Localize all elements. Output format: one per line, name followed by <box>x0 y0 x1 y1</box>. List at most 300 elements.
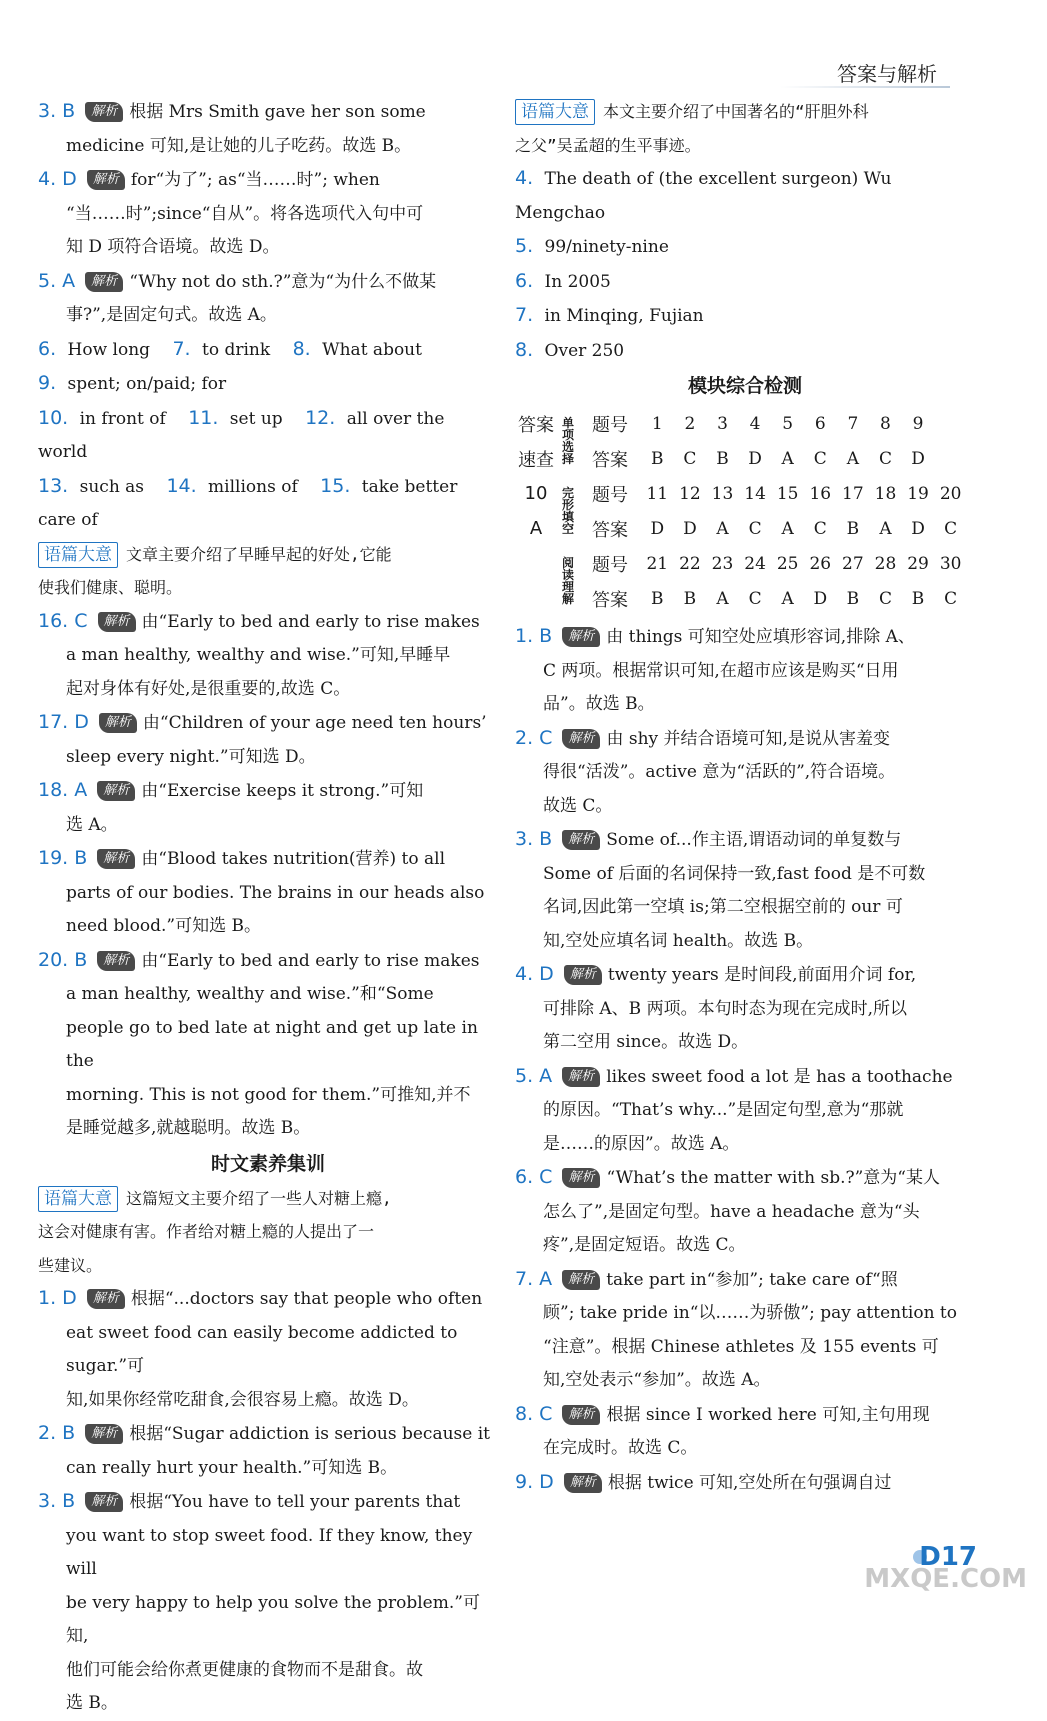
gist-label: 语篇大意 <box>38 1186 118 1212</box>
answer-line <box>38 95 498 130</box>
answer-line <box>38 639 498 673</box>
grid-question-number: 14 <box>744 483 766 504</box>
gist-line <box>38 1249 498 1283</box>
grid-question-number: 27 <box>842 553 864 574</box>
answer-line <box>38 741 498 775</box>
answer-line <box>38 673 498 707</box>
answer-text: can really hurt your health.”可知选 B。 <box>66 1457 398 1478</box>
grid-answer: D <box>683 518 697 539</box>
answer-text: 选 A。 <box>66 814 118 835</box>
analysis-tag: 解析 <box>99 713 137 733</box>
answer-text: set up <box>224 408 306 429</box>
answer-number: 16. C <box>38 609 88 632</box>
answer-text: parts of our bodies. The brains in our heads also <box>66 882 485 903</box>
gist-text: 这会对健康有害。作者给对糖上瘾的人提出了一 <box>38 1222 375 1241</box>
answer-text: Over 250 <box>539 340 625 361</box>
grid-question-number: 19 <box>907 483 929 504</box>
grid-question-number: 24 <box>744 553 766 574</box>
answer-line <box>515 1161 975 1196</box>
grid-question-number: 5 <box>782 413 794 434</box>
short-answer-line <box>515 265 975 300</box>
answer-text: 是……的原因”。故选 A。 <box>543 1133 740 1154</box>
gist-text: 这篇短文主要介绍了一些人对糖上瘾, <box>126 1188 392 1208</box>
gist-line <box>515 129 975 163</box>
short-answer-line <box>515 230 975 265</box>
grid-question-number: 23 <box>711 553 734 574</box>
answer-text: 根据“Sugar addiction is serious because it <box>129 1424 490 1444</box>
answer-text: 得很“活泼”。active 意为“活跃的”,符合语境。 <box>543 762 896 782</box>
grid-question-number: 28 <box>874 553 897 574</box>
answer-text: “当……时”;since“自从”。将各选项代入句中可 <box>66 203 424 224</box>
grid-question-number: 3 <box>717 413 728 434</box>
answer-line <box>515 620 975 655</box>
answer-number: 2. B <box>38 1422 76 1444</box>
grid-answer: A <box>781 448 794 469</box>
answer-text: a man healthy, wealthy and wise.”可知,早睡早 <box>66 645 451 665</box>
answer-line <box>38 231 498 265</box>
answer-number: 8. <box>292 337 311 360</box>
short-answer-line <box>515 162 975 230</box>
grid-answer-row <box>515 511 967 546</box>
gist-line <box>515 95 975 129</box>
analysis-tag: 解析 <box>564 965 602 985</box>
answer-line <box>515 858 975 892</box>
answer-line <box>38 774 498 809</box>
answer-text: 由“Blood takes nutrition(营养) to all <box>141 849 446 869</box>
answer-number: 15. <box>320 474 351 497</box>
answer-number: 2. C <box>515 726 553 749</box>
grid-row-label: 答案 <box>592 519 628 541</box>
gist-line <box>38 571 498 605</box>
answer-line <box>515 1331 975 1365</box>
answer-line <box>38 1417 498 1452</box>
grid-number-row <box>515 406 967 441</box>
grid-block-label <box>515 546 557 581</box>
answer-number: 14. <box>166 474 197 497</box>
answer-number: 12. <box>305 406 336 429</box>
answer-line <box>38 842 498 877</box>
answer-number: 7. A <box>515 1267 553 1290</box>
answer-line <box>515 722 975 757</box>
gist-text: 使我们健康、聪明。 <box>38 578 183 597</box>
grid-block-label: 速查 <box>518 449 554 471</box>
right-column <box>515 95 975 1500</box>
answer-number: 19. B <box>38 847 88 869</box>
answer-line <box>515 925 975 959</box>
answer-text: The death of (the excellent surgeon) Wu Mengchao <box>515 169 892 223</box>
answer-line <box>38 299 498 333</box>
answer-line <box>38 1452 498 1486</box>
answer-number: 1. D <box>38 1287 77 1309</box>
answer-text: need blood.”可知选 B。 <box>66 916 262 936</box>
answer-number: 13. <box>38 474 69 497</box>
answer-text: 由“Children of your age need ten hours’ <box>142 713 487 733</box>
answer-number: 20. B <box>38 948 88 971</box>
short-answer-line <box>515 334 975 369</box>
grid-question-number: 30 <box>939 553 962 574</box>
grid-answer: C <box>878 588 892 609</box>
answer-text: 99/ninety-nine <box>539 237 669 257</box>
grid-question-number: 15 <box>776 483 799 504</box>
answer-number: 6. C <box>515 1166 553 1188</box>
answer-text: 的原因。“That’s why...”是固定句型,意为“那就 <box>543 1100 904 1120</box>
grid-question-number: 12 <box>679 483 701 504</box>
answer-line <box>38 1282 498 1317</box>
grid-question-number: 16 <box>809 483 832 504</box>
watermark: MXQE.COM <box>864 1564 1027 1594</box>
grid-answer: C <box>944 518 958 539</box>
grid-row-label: 题号 <box>592 414 628 436</box>
answer-text: 在完成时。故选 C。 <box>543 1438 698 1458</box>
grid-section-label: 完形填空 <box>561 486 574 536</box>
grid-number-row <box>515 546 967 581</box>
page-header-title: 答案与解析 <box>837 62 937 86</box>
answer-text: 根据 Mrs Smith gave her son some <box>129 102 426 122</box>
grid-answer: D <box>911 518 925 539</box>
grid-answer: B <box>911 588 925 609</box>
grid-answer: D <box>911 448 925 469</box>
answer-line <box>515 1466 975 1501</box>
answer-line <box>38 163 498 198</box>
answer-line <box>515 1229 975 1263</box>
grid-question-number: 22 <box>679 553 701 574</box>
answer-text: 根据“...doctors say that people who often <box>130 1289 483 1309</box>
answer-text: you want to stop sweet food. If they know, they will <box>66 1525 473 1579</box>
grid-answer: A <box>846 448 859 469</box>
answer-text: take part in“参加”; take care of“照 <box>606 1269 898 1290</box>
grid-answer: C <box>878 448 892 469</box>
answer-number: 4. <box>515 167 534 189</box>
grid-answer-row <box>515 441 967 476</box>
answer-text: 由“Early to bed and early to rise makes <box>141 950 480 971</box>
answer-text: 品”。故选 B。 <box>543 694 655 714</box>
answer-line <box>38 978 498 1012</box>
answer-text: eat sweet food can easily become addicted to sugar.”可 <box>66 1322 458 1376</box>
answer-text: such as <box>74 476 167 497</box>
analysis-tag: 解析 <box>562 830 600 850</box>
answer-text: for“为了”; as“当……时”; when <box>130 170 380 190</box>
grid-section-label: 单项选择 <box>561 416 574 466</box>
answer-line <box>515 655 975 689</box>
analysis-tag: 解析 <box>562 627 600 647</box>
answer-text: in front of <box>74 408 189 429</box>
answer-text: millions of <box>202 476 321 497</box>
grid-answer: C <box>683 448 697 469</box>
answer-text: medicine 可知,是让她的儿子吃药。故选 B。 <box>66 135 412 156</box>
answer-number: 4. D <box>38 168 77 190</box>
analysis-tag: 解析 <box>97 781 135 801</box>
answer-text: How long <box>62 339 173 360</box>
answer-text: 怎么了”,是固定句型。have a headache 意为“头 <box>543 1201 920 1222</box>
answer-number: 17. D <box>38 711 89 733</box>
grid-row-label: 题号 <box>592 484 628 506</box>
answer-line <box>515 1196 975 1230</box>
answer-text: 知,空处应填名词 health。故选 B。 <box>543 930 814 951</box>
grid-question-number: 26 <box>809 553 832 574</box>
answer-line <box>38 1012 498 1079</box>
analysis-tag: 解析 <box>87 170 125 190</box>
answer-line <box>515 1060 975 1095</box>
answer-number: 4. D <box>515 963 554 985</box>
grid-number-row <box>515 476 967 511</box>
grid-answer-row <box>515 581 967 616</box>
gist-line <box>38 1215 498 1249</box>
left-column <box>38 95 498 1721</box>
answer-line <box>38 1687 498 1721</box>
short-answer-line <box>38 470 498 538</box>
grid-answer: A <box>716 588 729 609</box>
grid-answer: A <box>716 518 729 539</box>
analysis-tag: 解析 <box>562 1270 600 1290</box>
gist-text: 本文主要介绍了中国著名的“肝胆外科 <box>603 102 869 121</box>
grid-question-number: 2 <box>684 413 696 434</box>
answer-line <box>38 265 498 300</box>
answer-number: 11. <box>188 406 219 429</box>
grid-answer: C <box>748 588 762 609</box>
answer-line <box>38 130 498 164</box>
module-title: 模块综合检测 <box>687 375 802 397</box>
answer-number: 3. B <box>515 828 553 850</box>
answer-text: 由“Exercise keeps it strong.”可知 <box>141 781 424 801</box>
grid-block-label: 答案 <box>518 414 554 436</box>
grid-block-label: 10 <box>524 483 548 504</box>
answer-line <box>38 605 498 640</box>
grid-question-number: 6 <box>814 413 826 434</box>
gist-label: 语篇大意 <box>515 99 595 125</box>
answer-text: spent; on/paid; for <box>62 374 227 394</box>
grid-question-number: 18 <box>874 483 897 504</box>
answer-number: 18. A <box>38 779 88 801</box>
answer-text: 是睡觉越多,就越聪明。故选 B。 <box>66 1118 311 1138</box>
grid-question-number: 20 <box>939 483 962 504</box>
grid-block-label <box>515 581 557 616</box>
grid-answer: D <box>813 588 828 609</box>
answer-line <box>38 1079 498 1113</box>
grid-answer: A <box>781 588 794 609</box>
short-answer-line <box>38 402 498 470</box>
grid-answer: A <box>781 518 794 539</box>
short-answer-line <box>515 299 975 334</box>
answer-line <box>515 891 975 925</box>
page-number: D17 <box>919 1542 977 1572</box>
analysis-tag: 解析 <box>85 102 123 122</box>
grid-question-number: 29 <box>907 553 929 574</box>
grid-question-number: 8 <box>880 413 891 434</box>
grid-answer: B <box>651 448 664 469</box>
answer-line <box>515 1263 975 1298</box>
answer-text: 事?”,是固定句式。故选 A。 <box>66 305 277 325</box>
answer-line <box>38 1654 498 1688</box>
grid-answer: C <box>748 518 762 539</box>
analysis-tag: 解析 <box>562 1168 600 1188</box>
grid-question-number: 4 <box>749 413 761 434</box>
answer-number: 9. <box>38 372 57 394</box>
answer-text: 由 things 可知空处应填形容词,排除 A、 <box>606 627 915 647</box>
answer-text: Some of...作主语,谓语动词的单复数与 <box>606 830 902 850</box>
answer-text: 知 D 项符合语境。故选 D。 <box>66 237 280 257</box>
gist-text: 之父”吴孟超的生平事迹。 <box>515 135 701 155</box>
grid-question-number: 17 <box>842 483 864 504</box>
answer-line <box>38 198 498 232</box>
section-title: 时文素养集训 <box>210 1152 325 1175</box>
grid-answer: B <box>683 588 697 609</box>
answer-line <box>515 1364 975 1398</box>
answer-line <box>38 706 498 741</box>
answer-line <box>515 1432 975 1466</box>
answer-number: 8. <box>515 338 534 361</box>
answer-text: “What’s the matter with sb.?”意为“某人 <box>606 1168 940 1188</box>
answer-text: all over the world <box>38 408 445 462</box>
gist-text: 文章主要介绍了早睡早起的好处,它能 <box>126 544 392 564</box>
answer-number: 3. B <box>38 100 76 122</box>
analysis-tag: 解析 <box>85 272 123 292</box>
answer-text: people go to bed late at night and get up late in the <box>66 1017 478 1071</box>
answer-text: 由“Early to bed and early to rise makes <box>141 611 480 632</box>
answer-line <box>515 823 975 858</box>
answer-text: 第二空用 since。故选 D。 <box>543 1032 749 1052</box>
answer-line <box>38 1485 498 1520</box>
answer-line <box>38 1384 498 1418</box>
answer-text: 知,空处表示“参加”。故选 A。 <box>543 1370 771 1390</box>
answer-text: 疼”,是固定短语。故选 C。 <box>543 1235 746 1255</box>
gist-label: 语篇大意 <box>38 542 118 568</box>
answer-text: in Minqing, Fujian <box>539 306 704 326</box>
analysis-tag: 解析 <box>562 729 600 749</box>
grid-answer: D <box>650 518 665 539</box>
grid-question-number: 25 <box>776 553 799 574</box>
answer-line <box>515 958 975 993</box>
grid-answer: C <box>813 448 827 469</box>
grid-section-label: 阅读理解 <box>561 556 574 606</box>
answer-text: “注意”。根据 Chinese athletes 及 155 events 可 <box>543 1336 939 1357</box>
answer-line <box>38 1317 498 1384</box>
answer-line <box>515 688 975 722</box>
answer-number: 5. <box>515 235 534 257</box>
grid-answer: B <box>651 588 664 609</box>
answer-text: “Why not do sth.?”意为“为什么不做某 <box>129 271 437 292</box>
analysis-tag: 解析 <box>97 849 135 869</box>
answer-number: 9. D <box>515 1470 554 1493</box>
answer-text: C 两项。根据常识可知,在超市应该是购买“日用 <box>543 660 899 681</box>
answer-line <box>515 1094 975 1128</box>
grid-question-number: 13 <box>711 483 734 504</box>
gist-line <box>38 1182 498 1216</box>
answer-text: 可排除 A、B 两项。本句时态为现在完成时,所以 <box>543 998 907 1019</box>
answer-number: 8. C <box>515 1402 553 1425</box>
grid-question-number: 7 <box>847 413 859 434</box>
grid-row-label: 答案 <box>592 449 628 471</box>
answer-text: What about <box>316 339 422 360</box>
answer-line <box>515 1026 975 1060</box>
answer-number: 5. A <box>38 269 76 292</box>
answer-line <box>38 809 498 843</box>
answer-text: to drink <box>196 339 293 360</box>
answer-text: take better care of <box>38 476 458 530</box>
analysis-tag: 解析 <box>85 1424 123 1444</box>
answer-text: 选 B。 <box>66 1693 118 1713</box>
answer-text: be very happy to help you solve the problem.”可知, <box>66 1592 480 1646</box>
grid-row-label: 题号 <box>592 554 628 576</box>
grid-answer: A <box>879 518 892 539</box>
grid-answer: B <box>846 588 860 609</box>
analysis-tag: 解析 <box>85 1492 123 1512</box>
answer-number: 6. <box>38 337 57 360</box>
answer-grid <box>515 406 967 616</box>
answer-line <box>38 1112 498 1146</box>
grid-question-number: 21 <box>646 553 669 574</box>
analysis-tag: 解析 <box>562 1067 600 1087</box>
answer-text: likes sweet food a lot 是 has a toothache <box>606 1066 953 1087</box>
grid-row-label: 答案 <box>592 589 628 611</box>
answer-text: In 2005 <box>539 271 611 292</box>
answer-text: sleep every night.”可知选 D。 <box>66 746 316 767</box>
answer-line <box>38 1520 498 1587</box>
answer-text: 根据 since I worked here 可知,主句用现 <box>606 1404 930 1425</box>
answer-number: 6. <box>515 269 534 292</box>
answer-line <box>515 1398 975 1433</box>
answer-text: 根据“You have to tell your parents that <box>129 1492 461 1512</box>
grid-question-number: 11 <box>646 483 669 504</box>
grid-block-label: A <box>529 518 543 539</box>
answer-number: 7. <box>172 337 191 360</box>
answer-number: 7. <box>515 304 534 326</box>
answer-line <box>38 1587 498 1654</box>
grid-question-number: 9 <box>912 413 924 434</box>
analysis-tag: 解析 <box>97 951 135 971</box>
answer-line <box>515 756 975 790</box>
analysis-tag: 解析 <box>564 1473 602 1493</box>
answer-number: 5. A <box>515 1064 553 1087</box>
grid-answer: B <box>846 518 860 539</box>
grid-answer: C <box>944 588 958 609</box>
grid-answer: C <box>813 518 827 539</box>
answer-line <box>38 944 498 979</box>
answer-text: 起对身体有好处,是很重要的,故选 C。 <box>66 678 351 699</box>
answer-text: 故选 C。 <box>543 795 613 816</box>
answer-text: 顾”; take pride in“以……为骄傲”; pay attention to <box>543 1303 958 1323</box>
answer-text: Some of 后面的名词保持一致,fast food 是不可数 <box>543 863 926 884</box>
gist-text: 些建议。 <box>38 1255 103 1275</box>
answer-number: 1. B <box>515 625 553 647</box>
answer-text: a man healthy, wealthy and wise.”和“Some <box>66 984 434 1004</box>
analysis-tag: 解析 <box>87 1289 125 1309</box>
answer-line <box>515 1297 975 1331</box>
answer-text: twenty years 是时间段,前面用介词 for, <box>607 965 917 985</box>
answer-line <box>515 790 975 824</box>
grid-answer: B <box>716 448 729 469</box>
gist-line <box>38 538 498 572</box>
grid-question-number: 1 <box>651 413 663 434</box>
answer-text: 他们可能会给你煮更健康的食物而不是甜食。故 <box>66 1659 423 1680</box>
answer-number: 10. <box>38 406 69 429</box>
answer-text: 由 shy 并结合语境可知,是说从害羞变 <box>606 728 890 749</box>
analysis-tag: 解析 <box>98 612 136 632</box>
answer-number: 3. B <box>38 1490 76 1512</box>
answer-line <box>38 877 498 911</box>
answer-text: 名词,因此第一空填 is;第二空根据空前的 our 可 <box>543 897 903 917</box>
answer-line <box>38 910 498 944</box>
short-answer-line <box>38 333 498 368</box>
answer-line <box>515 993 975 1027</box>
analysis-tag: 解析 <box>562 1405 600 1425</box>
grid-answer: D <box>748 448 762 469</box>
short-answer-line <box>38 367 498 402</box>
answer-line <box>515 1128 975 1162</box>
header-divider <box>780 86 950 88</box>
answer-text: 根据 twice 可知,空处所在句强调自过 <box>607 1472 892 1493</box>
answer-text: 知,如果你经常吃甜食,会很容易上瘾。故选 D。 <box>66 1389 419 1410</box>
answer-text: morning. This is not good for them.”可推知,并不 <box>66 1084 471 1105</box>
